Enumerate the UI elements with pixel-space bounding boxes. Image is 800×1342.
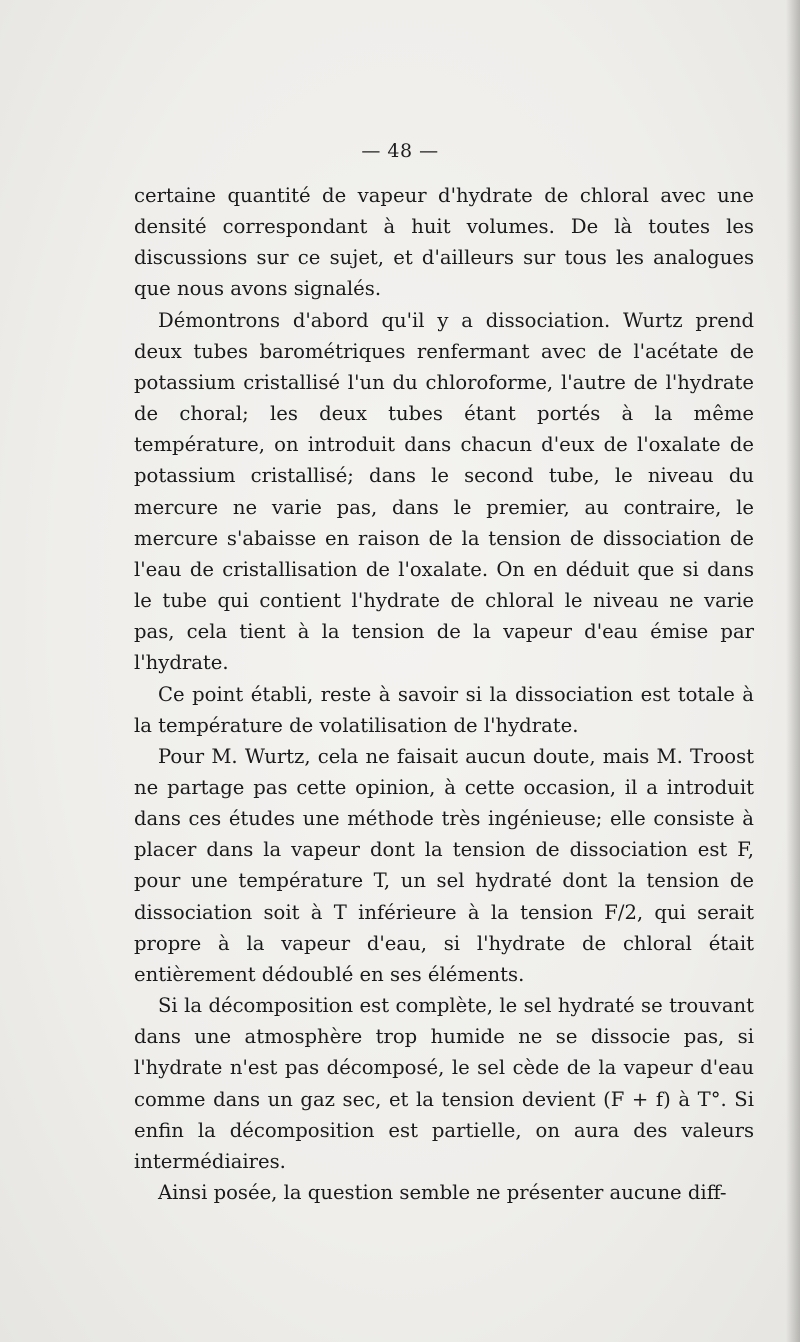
paragraph-1: certaine quantité de vapeur d'hydrate de chloral avec une densité correspondant à huit volumes. De là toutes les discussions sur ce sujet, et d'ailleurs sur tous les analogues que nous avons signalés. — [134, 184, 754, 301]
paragraph-6: Ainsi posée, la question semble ne présenter aucune diff- — [158, 1181, 727, 1204]
body-text — [134, 180, 754, 1208]
page-edge-shadow — [786, 0, 800, 1342]
paragraph-2: Démontrons d'abord qu'il y a dissociation. Wurtz prend deux tubes barométriques renfermant avec de l'acétate de potassium cristallisé l'un du chloroforme, l'autre de l'hydrate de choral; les deux tubes étant portés à la même température, on introduit dans chacun d'eux de l'oxalate de potassium cristallisé; dans le second tube, le niveau du mercure ne varie pas, dans le premier, au contraire, le mercure s'abaisse en raison de la tension de dissociation de l'eau de cristallisation de l'oxalate. On en déduit que si dans le tube qui contient l'hydrate de chloral le niveau ne varie pas, cela tient à la tension de la vapeur d'eau émise par l'hydrate. — [134, 308, 754, 675]
paragraph-3: Ce point établi, reste à savoir si la dissociation est totale à la température de volatilisation de l'hydrate. — [134, 682, 754, 737]
page-number: — 48 — — [361, 140, 439, 162]
paragraph-4: Pour M. Wurtz, cela ne faisait aucun doute, mais M. Troost ne partage pas cette opinion, à cette occasion, il a introduit dans ces études une méthode très ingénieuse; elle consiste à placer dans la vapeur dont la tension de dissociation est F, pour une température T, un sel hydraté dont la tension de dissociation soit à T inférieure à la tension F/2, qui serait propre à la vapeur d'eau, si l'hydrate de chloral était entièrement dédoublé en ses éléments. — [134, 744, 754, 986]
paragraph-5: Si la décomposition est complète, le sel hydraté se trouvant dans une atmosphère trop humide ne se dissocie pas, si l'hydrate n'est pas décomposé, le sel cède de la vapeur d'eau comme dans un gaz sec, et la tension devient (F + f) à T°. Si enfin la décomposition est partielle, on aura des valeurs intermédiaires. — [134, 994, 754, 1173]
